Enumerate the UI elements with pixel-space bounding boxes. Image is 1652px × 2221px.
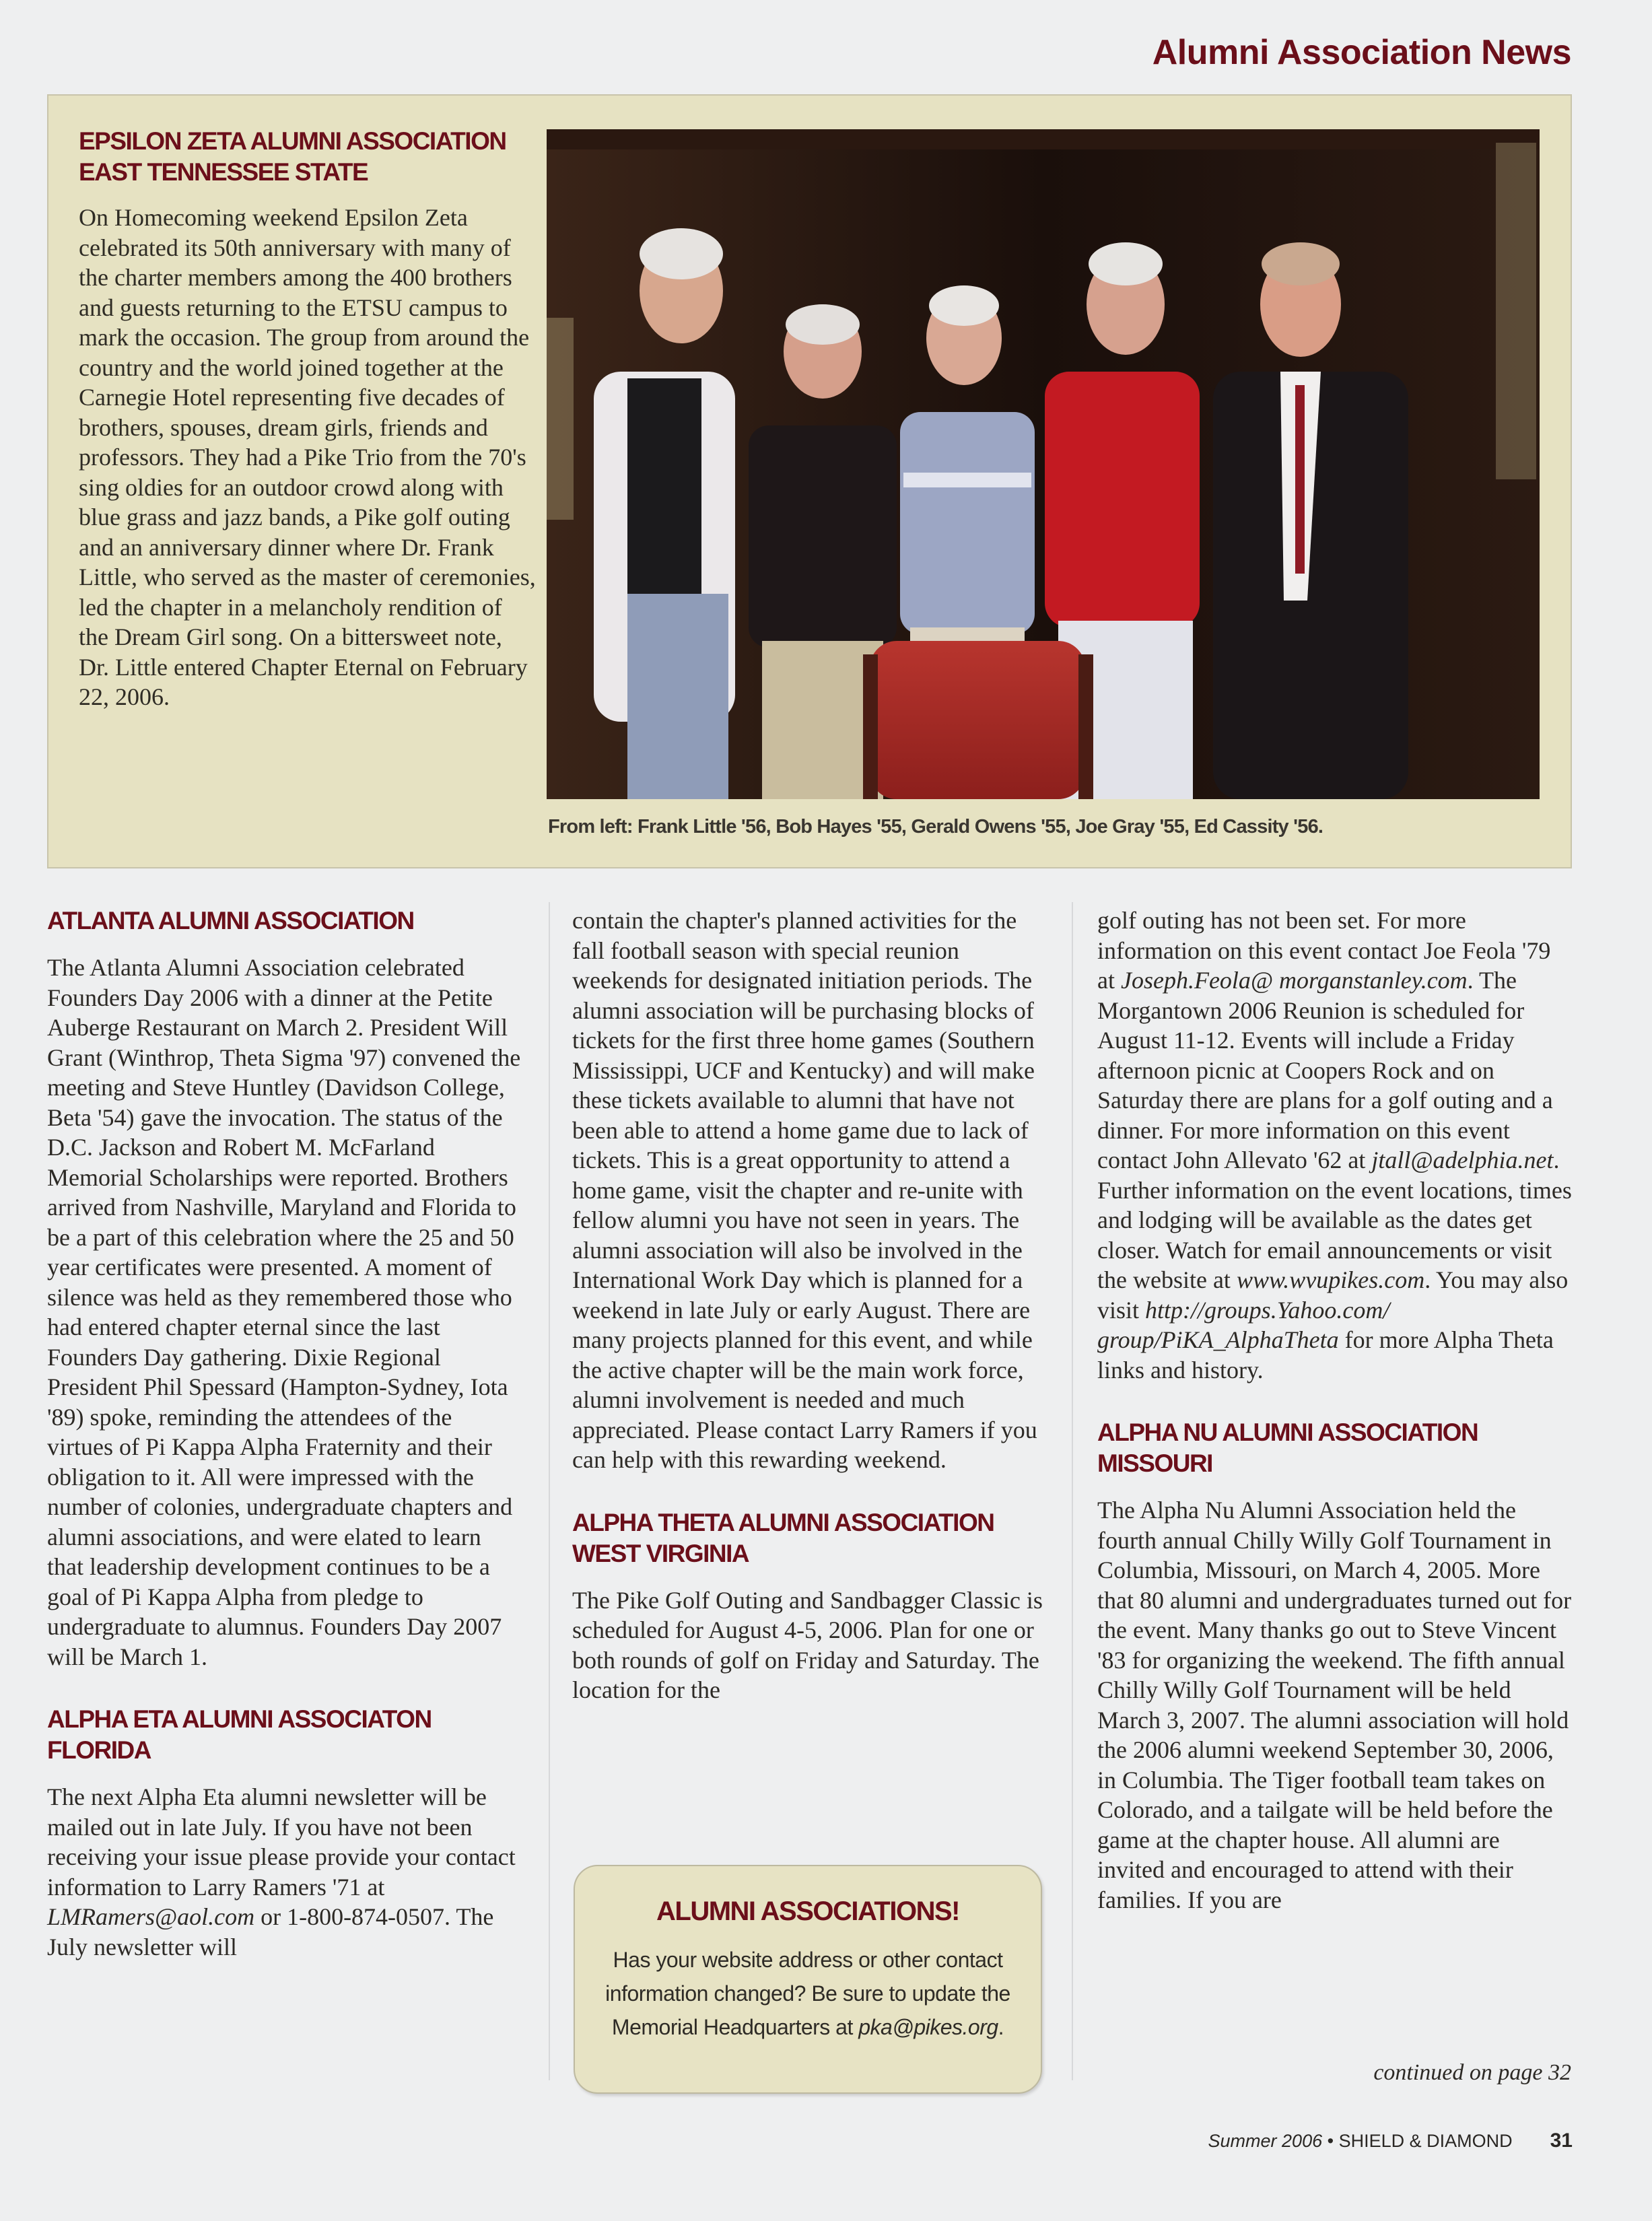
column-2 bbox=[572, 906, 1043, 1738]
feature-heading-line: EAST TENNESSEE STATE bbox=[79, 158, 368, 186]
email-link[interactable]: LMRamers@aol.com bbox=[47, 1903, 255, 1930]
column-3 bbox=[1097, 906, 1572, 1947]
article-heading bbox=[47, 906, 522, 936]
email-link[interactable]: Joseph.Feola@ morganstanley.com bbox=[1120, 967, 1468, 994]
body-segment: . Further information on the event locations, times and lodging will be available as the dates get closer. Watch for email announcements or visit the website at bbox=[1097, 1147, 1572, 1293]
website-link[interactable]: www.wvupikes.com bbox=[1236, 1266, 1425, 1293]
email-link[interactable]: pka@pikes.org bbox=[858, 2015, 998, 2039]
callout-body bbox=[575, 1943, 1041, 2044]
feature-body: On Homecoming weekend Epsilon Zeta celebrated its 50th anniversary with many of the charter members among the 400 brothers and guests returning to the ETSU campus to mark the occasion. The group from around the country and the world joined together at the Carnegie Hotel representing five decades of brothers, spouses, dream girls, friends and professors. They had a Pike Trio from the 70's sing oldies for an outdoor crowd along with blue grass and jazz bands, a Pike golf outing and an anniversary dinner where Dr. Frank Little, who served as the master of ceremonies, led the chapter in a melancholy rendition of the Dream Girl song. On a bittersweet note, Dr. Little entered Chapter Eternal on February 22, 2006. bbox=[79, 204, 536, 710]
column-divider bbox=[1072, 902, 1073, 2080]
page-footer bbox=[1208, 2129, 1573, 2152]
body-segment: or 1-800-874-0507. The July newsletter will bbox=[47, 1903, 494, 1960]
page-title: Alumni Association News bbox=[1152, 33, 1571, 72]
article-body: The Pike Golf Outing and Sandbagger Classic is scheduled for August 4-5, 2006. Plan for one or both rounds of golf on Friday and Saturday. The location for the bbox=[572, 1586, 1043, 1703]
article-alpha-eta bbox=[47, 1704, 522, 1962]
separator: • bbox=[1322, 2131, 1339, 2151]
body-segment: . bbox=[998, 2015, 1004, 2039]
article-heading-line: WEST VIRGINIA bbox=[572, 1539, 749, 1567]
continued-note[interactable]: continued on page 32 bbox=[1373, 2060, 1571, 2085]
column-divider bbox=[549, 902, 550, 2080]
article-alpha-theta bbox=[572, 1507, 1043, 1705]
article-atlanta bbox=[47, 906, 522, 1672]
article-heading-line: MISSOURI bbox=[1097, 1449, 1212, 1477]
website-link[interactable]: http://groups.Yahoo.com/ group/PiKA_AlphaTheta bbox=[1097, 1296, 1390, 1353]
article-body: The Atlanta Alumni Association celebrated Founders Day 2006 with a dinner at the Petite Auberge Restaurant on March 2. President Will Grant (Winthrop, Theta Sigma '97) convened the meeting and Steve Huntley (Davidson College, Beta '54) gave the invocation. The status of the D.C. Jackson and Robert M. McFarland Memorial Scholarships were reported. Brothers arrived from Nashville, Maryland and Florida to be a part of this celebration where the 25 and 50 year certificates were presented. A moment of silence was held as they remembered those who had entered chapter eternal since the last Founders Day gathering. Dixie Regional President Phil Spessard (Hampton-Sydney, Iota '89) spoke, reminding the attendees of the virtues of Pi Kappa Alpha Fraternity and their obligation to it. All were impressed with the number of colonies, undergraduate chapters and alumni associations, and were elated to learn that leadership development continues to be a goal of Pi Kappa Alpha from pledge to undergraduate to alumnus. Founders Day 2007 will be March 1. bbox=[47, 954, 521, 1670]
feature-heading bbox=[79, 126, 537, 188]
article-body bbox=[1097, 906, 1572, 1385]
body-segment: for more Alpha Theta links and history. bbox=[1097, 1326, 1554, 1383]
page-number: 31 bbox=[1550, 2129, 1573, 2152]
callout-box bbox=[574, 1865, 1042, 2094]
article-heading bbox=[47, 1704, 522, 1766]
body-segment: golf outing has not been set. For more information on this event contact Joe Feola '79 at bbox=[1097, 907, 1551, 994]
article-heading bbox=[572, 1507, 1043, 1569]
article-body: contain the chapter's planned activities for the fall football season with special reunion weekends for designated initiation periods. The alumni association will be purchasing blocks of tickets for the first three home games (Southern Mississippi, UCF and Kentucky) and will make these tickets available to alumni that have not been able to attend a home game due to lack of tickets. This is a great opportunity to attend a home game, visit the chapter and re-unite with fellow alumni you have not seen in years. The alumni association will also be involved in the International Work Day which is planned for a weekend in late July or early August. There are many projects planned for this event, and while the active chapter will be the main work force, alumni involvement is needed and much appreciated. Please contact Larry Ramers if you can help with this rewarding weekend. bbox=[572, 907, 1037, 1473]
article-alpha-theta-continued bbox=[1097, 906, 1572, 1385]
email-link[interactable]: jtall@adelphia.net bbox=[1371, 1147, 1554, 1173]
article-heading-line: ALPHA NU ALUMNI ASSOCIATION bbox=[1097, 1419, 1478, 1446]
group-photo bbox=[547, 129, 1540, 799]
feature-heading-line: EPSILON ZETA ALUMNI ASSOCIATION bbox=[79, 127, 506, 155]
body-segment: The next Alpha Eta alumni newsletter will be mailed out in late July. If you have not been receiving your issue please provide your contact information to Larry Ramers '71 at bbox=[47, 1783, 516, 1901]
article-heading bbox=[1097, 1417, 1572, 1479]
issue-date: Summer 2006 bbox=[1208, 2131, 1323, 2151]
body-segment: Has your website address or other contact information changed? Be sure to update the Memorial Headquarters at bbox=[605, 1948, 1010, 2039]
body-segment: . The Morgantown 2006 Reunion is scheduled for August 11-12. Events will include a Friday afternoon picnic at Coopers Rock and on Saturday there are plans for a golf outing and a dinner. For more information on this event contact John Allevato '62 at bbox=[1097, 967, 1553, 1173]
feature-story-box bbox=[47, 94, 1572, 868]
article-alpha-eta-continued bbox=[572, 906, 1043, 1475]
publication-name: SHIELD & DIAMOND bbox=[1338, 2131, 1513, 2151]
article-alpha-nu bbox=[1097, 1417, 1572, 1915]
body-segment: . You may also visit bbox=[1097, 1266, 1569, 1324]
photo-caption: From left: Frank Little '56, Bob Hayes '55, Gerald Owens '55, Joe Gray '55, Ed Cassity '56. bbox=[548, 816, 1323, 838]
article-heading-line: ALPHA THETA ALUMNI ASSOCIATION bbox=[572, 1508, 994, 1536]
article-heading-line: FLORIDA bbox=[47, 1736, 151, 1764]
article-heading-line: ALPHA ETA ALUMNI ASSOCIATON bbox=[47, 1705, 432, 1733]
column-1 bbox=[47, 906, 522, 1994]
article-body bbox=[47, 1782, 522, 1962]
feature-text bbox=[79, 126, 537, 712]
article-body: The Alpha Nu Alumni Association held the fourth annual Chilly Willy Golf Tournament in Columbia, Missouri, on March 4, 2005. More that 80 alumni and undergraduates turned out for the event. Many thanks go out to Steve Vincent '83 for organizing the weekend. The fifth annual Chilly Willy Golf Tournament will be held March 3, 2007. The alumni association will hold the 2006 alumni weekend September 30, 2006, in Columbia. The Tiger football team takes on Colorado, and a tailgate will be held before the game at the chapter house. All alumni are invited and encouraged to attend with their families. If you are bbox=[1097, 1497, 1572, 1913]
callout-heading: ALUMNI ASSOCIATIONS! bbox=[656, 1897, 959, 1926]
article-heading-line: ATLANTA ALUMNI ASSOCIATION bbox=[47, 907, 414, 934]
